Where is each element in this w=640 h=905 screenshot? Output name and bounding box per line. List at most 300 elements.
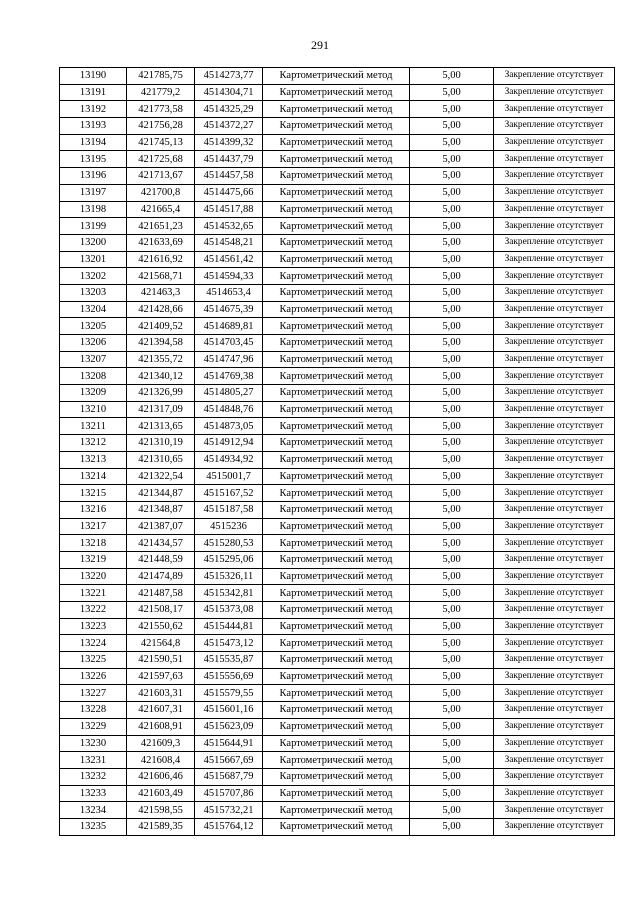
table-body [60, 68, 615, 836]
method-cell: Картометрический метод [263, 518, 410, 535]
table-row [60, 685, 615, 702]
method-cell: Картометрический метод [263, 568, 410, 585]
point-number-cell: 13226 [60, 668, 127, 685]
accuracy-cell: 5,00 [410, 134, 494, 151]
point-number-cell: 13221 [60, 585, 127, 602]
point-number-cell: 13197 [60, 184, 127, 201]
x-coordinate-cell: 421756,28 [127, 118, 195, 135]
y-coordinate-cell: 4515295,06 [195, 551, 263, 568]
accuracy-cell: 5,00 [410, 752, 494, 769]
y-coordinate-cell: 4515280,53 [195, 535, 263, 552]
fixing-description-cell: Закрепление отсутствует [494, 468, 615, 485]
table-row [60, 551, 615, 568]
x-coordinate-cell: 421779,2 [127, 84, 195, 101]
table-row [60, 435, 615, 452]
fixing-description-cell: Закрепление отсутствует [494, 401, 615, 418]
fixing-description-cell: Закрепление отсутствует [494, 84, 615, 101]
accuracy-cell: 5,00 [410, 635, 494, 652]
point-number-cell: 13192 [60, 101, 127, 118]
point-number-cell: 13215 [60, 485, 127, 502]
fixing-description-cell: Закрепление отсутствует [494, 168, 615, 185]
table-row [60, 218, 615, 235]
coordinates-table [59, 67, 615, 836]
point-number-cell: 13201 [60, 251, 127, 268]
accuracy-cell: 5,00 [410, 652, 494, 669]
accuracy-cell: 5,00 [410, 418, 494, 435]
accuracy-cell: 5,00 [410, 568, 494, 585]
point-number-cell: 13216 [60, 501, 127, 518]
y-coordinate-cell: 4514548,21 [195, 234, 263, 251]
x-coordinate-cell: 421394,58 [127, 335, 195, 352]
method-cell: Картометрический метод [263, 685, 410, 702]
point-number-cell: 13191 [60, 84, 127, 101]
y-coordinate-cell: 4514689,81 [195, 318, 263, 335]
table-row [60, 652, 615, 669]
fixing-description-cell: Закрепление отсутствует [494, 68, 615, 85]
x-coordinate-cell: 421434,57 [127, 535, 195, 552]
x-coordinate-cell: 421633,69 [127, 234, 195, 251]
method-cell: Картометрический метод [263, 68, 410, 85]
point-number-cell: 13227 [60, 685, 127, 702]
fixing-description-cell: Закрепление отсутствует [494, 301, 615, 318]
accuracy-cell: 5,00 [410, 168, 494, 185]
x-coordinate-cell: 421603,49 [127, 785, 195, 802]
x-coordinate-cell: 421474,89 [127, 568, 195, 585]
method-cell: Картометрический метод [263, 218, 410, 235]
point-number-cell: 13230 [60, 735, 127, 752]
y-coordinate-cell: 4514517,88 [195, 201, 263, 218]
y-coordinate-cell: 4515764,12 [195, 818, 263, 835]
table-row [60, 151, 615, 168]
table-row [60, 368, 615, 385]
accuracy-cell: 5,00 [410, 351, 494, 368]
fixing-description-cell: Закрепление отсутствует [494, 501, 615, 518]
table-row [60, 385, 615, 402]
accuracy-cell: 5,00 [410, 735, 494, 752]
table-row [60, 118, 615, 135]
method-cell: Картометрический метод [263, 268, 410, 285]
y-coordinate-cell: 4515579,55 [195, 685, 263, 702]
fixing-description-cell: Закрепление отсутствует [494, 184, 615, 201]
point-number-cell: 13193 [60, 118, 127, 135]
method-cell: Картометрический метод [263, 485, 410, 502]
fixing-description-cell: Закрепление отсутствует [494, 568, 615, 585]
y-coordinate-cell: 4515535,87 [195, 652, 263, 669]
fixing-description-cell: Закрепление отсутствует [494, 668, 615, 685]
table-row [60, 268, 615, 285]
point-number-cell: 13202 [60, 268, 127, 285]
fixing-description-cell: Закрепление отсутствует [494, 101, 615, 118]
y-coordinate-cell: 4514475,66 [195, 184, 263, 201]
x-coordinate-cell: 421616,92 [127, 251, 195, 268]
point-number-cell: 13217 [60, 518, 127, 535]
x-coordinate-cell: 421598,55 [127, 802, 195, 819]
method-cell: Картометрический метод [263, 401, 410, 418]
method-cell: Картометрический метод [263, 134, 410, 151]
y-coordinate-cell: 4514653,4 [195, 284, 263, 301]
method-cell: Картометрический метод [263, 802, 410, 819]
method-cell: Картометрический метод [263, 418, 410, 435]
y-coordinate-cell: 4515707,86 [195, 785, 263, 802]
fixing-description-cell: Закрепление отсутствует [494, 752, 615, 769]
table-row [60, 251, 615, 268]
x-coordinate-cell: 421651,23 [127, 218, 195, 235]
y-coordinate-cell: 4515001,7 [195, 468, 263, 485]
point-number-cell: 13209 [60, 385, 127, 402]
table-row [60, 802, 615, 819]
y-coordinate-cell: 4514325,29 [195, 101, 263, 118]
x-coordinate-cell: 421608,4 [127, 752, 195, 769]
x-coordinate-cell: 421487,58 [127, 585, 195, 602]
y-coordinate-cell: 4514934,92 [195, 451, 263, 468]
x-coordinate-cell: 421590,51 [127, 652, 195, 669]
point-number-cell: 13207 [60, 351, 127, 368]
fixing-description-cell: Закрепление отсутствует [494, 685, 615, 702]
accuracy-cell: 5,00 [410, 401, 494, 418]
fixing-description-cell: Закрепление отсутствует [494, 485, 615, 502]
point-number-cell: 13235 [60, 818, 127, 835]
y-coordinate-cell: 4514399,32 [195, 134, 263, 151]
y-coordinate-cell: 4514561,42 [195, 251, 263, 268]
fixing-description-cell: Закрепление отсутствует [494, 251, 615, 268]
method-cell: Картометрический метод [263, 84, 410, 101]
y-coordinate-cell: 4515623,09 [195, 718, 263, 735]
method-cell: Картометрический метод [263, 535, 410, 552]
table-row [60, 418, 615, 435]
table-row [60, 84, 615, 101]
table-row [60, 301, 615, 318]
y-coordinate-cell: 4515167,52 [195, 485, 263, 502]
accuracy-cell: 5,00 [410, 702, 494, 719]
point-number-cell: 13220 [60, 568, 127, 585]
x-coordinate-cell: 421387,07 [127, 518, 195, 535]
table-row [60, 168, 615, 185]
x-coordinate-cell: 421745,13 [127, 134, 195, 151]
method-cell: Картометрический метод [263, 818, 410, 835]
x-coordinate-cell: 421700,8 [127, 184, 195, 201]
accuracy-cell: 5,00 [410, 101, 494, 118]
accuracy-cell: 5,00 [410, 785, 494, 802]
accuracy-cell: 5,00 [410, 435, 494, 452]
y-coordinate-cell: 4515326,11 [195, 568, 263, 585]
accuracy-cell: 5,00 [410, 685, 494, 702]
fixing-description-cell: Закрепление отсутствует [494, 635, 615, 652]
accuracy-cell: 5,00 [410, 768, 494, 785]
x-coordinate-cell: 421609,3 [127, 735, 195, 752]
method-cell: Картометрический метод [263, 101, 410, 118]
point-number-cell: 13190 [60, 68, 127, 85]
point-number-cell: 13203 [60, 284, 127, 301]
y-coordinate-cell: 4514769,38 [195, 368, 263, 385]
accuracy-cell: 5,00 [410, 318, 494, 335]
table-row [60, 735, 615, 752]
point-number-cell: 13205 [60, 318, 127, 335]
table-row [60, 401, 615, 418]
fixing-description-cell: Закрепление отсутствует [494, 118, 615, 135]
y-coordinate-cell: 4515342,81 [195, 585, 263, 602]
x-coordinate-cell: 421428,66 [127, 301, 195, 318]
method-cell: Картометрический метод [263, 301, 410, 318]
accuracy-cell: 5,00 [410, 234, 494, 251]
table-row [60, 635, 615, 652]
method-cell: Картометрический метод [263, 618, 410, 635]
page-number: 291 [311, 38, 329, 52]
fixing-description-cell: Закрепление отсутствует [494, 435, 615, 452]
accuracy-cell: 5,00 [410, 385, 494, 402]
x-coordinate-cell: 421508,17 [127, 602, 195, 619]
accuracy-cell: 5,00 [410, 301, 494, 318]
y-coordinate-cell: 4515373,08 [195, 602, 263, 619]
accuracy-cell: 5,00 [410, 68, 494, 85]
accuracy-cell: 5,00 [410, 718, 494, 735]
method-cell: Картометрический метод [263, 118, 410, 135]
y-coordinate-cell: 4515473,12 [195, 635, 263, 652]
table-row [60, 768, 615, 785]
fixing-description-cell: Закрепление отсутствует [494, 702, 615, 719]
y-coordinate-cell: 4514457,58 [195, 168, 263, 185]
method-cell: Картометрический метод [263, 718, 410, 735]
y-coordinate-cell: 4515601,16 [195, 702, 263, 719]
accuracy-cell: 5,00 [410, 668, 494, 685]
fixing-description-cell: Закрепление отсутствует [494, 351, 615, 368]
y-coordinate-cell: 4514532,65 [195, 218, 263, 235]
x-coordinate-cell: 421603,31 [127, 685, 195, 702]
fixing-description-cell: Закрепление отсутствует [494, 318, 615, 335]
x-coordinate-cell: 421550,62 [127, 618, 195, 635]
accuracy-cell: 5,00 [410, 551, 494, 568]
method-cell: Картометрический метод [263, 652, 410, 669]
point-number-cell: 13208 [60, 368, 127, 385]
table-row [60, 785, 615, 802]
table-row [60, 618, 615, 635]
x-coordinate-cell: 421322,54 [127, 468, 195, 485]
fixing-description-cell: Закрепление отсутствует [494, 735, 615, 752]
method-cell: Картометрический метод [263, 151, 410, 168]
point-number-cell: 13194 [60, 134, 127, 151]
method-cell: Картометрический метод [263, 385, 410, 402]
point-number-cell: 13214 [60, 468, 127, 485]
accuracy-cell: 5,00 [410, 368, 494, 385]
x-coordinate-cell: 421568,71 [127, 268, 195, 285]
x-coordinate-cell: 421713,67 [127, 168, 195, 185]
table-row [60, 101, 615, 118]
accuracy-cell: 5,00 [410, 618, 494, 635]
point-number-cell: 13210 [60, 401, 127, 418]
method-cell: Картометрический метод [263, 435, 410, 452]
method-cell: Картометрический метод [263, 335, 410, 352]
fixing-description-cell: Закрепление отсутствует [494, 718, 615, 735]
y-coordinate-cell: 4514747,96 [195, 351, 263, 368]
method-cell: Картометрический метод [263, 501, 410, 518]
table-row [60, 234, 615, 251]
fixing-description-cell: Закрепление отсутствует [494, 802, 615, 819]
x-coordinate-cell: 421355,72 [127, 351, 195, 368]
y-coordinate-cell: 4514594,33 [195, 268, 263, 285]
point-number-cell: 13225 [60, 652, 127, 669]
method-cell: Картометрический метод [263, 184, 410, 201]
accuracy-cell: 5,00 [410, 184, 494, 201]
method-cell: Картометрический метод [263, 351, 410, 368]
accuracy-cell: 5,00 [410, 501, 494, 518]
method-cell: Картометрический метод [263, 368, 410, 385]
point-number-cell: 13231 [60, 752, 127, 769]
point-number-cell: 13229 [60, 718, 127, 735]
fixing-description-cell: Закрепление отсутствует [494, 535, 615, 552]
y-coordinate-cell: 4515444,81 [195, 618, 263, 635]
accuracy-cell: 5,00 [410, 535, 494, 552]
method-cell: Картометрический метод [263, 201, 410, 218]
x-coordinate-cell: 421313,65 [127, 418, 195, 435]
method-cell: Картометрический метод [263, 785, 410, 802]
fixing-description-cell: Закрепление отсутствует [494, 585, 615, 602]
y-coordinate-cell: 4514372,27 [195, 118, 263, 135]
method-cell: Картометрический метод [263, 168, 410, 185]
point-number-cell: 13219 [60, 551, 127, 568]
method-cell: Картометрический метод [263, 668, 410, 685]
accuracy-cell: 5,00 [410, 468, 494, 485]
method-cell: Картометрический метод [263, 284, 410, 301]
point-number-cell: 13223 [60, 618, 127, 635]
point-number-cell: 13200 [60, 234, 127, 251]
table-row [60, 351, 615, 368]
fixing-description-cell: Закрепление отсутствует [494, 652, 615, 669]
x-coordinate-cell: 421310,65 [127, 451, 195, 468]
fixing-description-cell: Закрепление отсутствует [494, 768, 615, 785]
y-coordinate-cell: 4514304,71 [195, 84, 263, 101]
x-coordinate-cell: 421589,35 [127, 818, 195, 835]
fixing-description-cell: Закрепление отсутствует [494, 451, 615, 468]
point-number-cell: 13204 [60, 301, 127, 318]
table-row [60, 201, 615, 218]
point-number-cell: 13212 [60, 435, 127, 452]
x-coordinate-cell: 421317,09 [127, 401, 195, 418]
fixing-description-cell: Закрепление отсутствует [494, 201, 615, 218]
x-coordinate-cell: 421785,75 [127, 68, 195, 85]
table-row [60, 284, 615, 301]
accuracy-cell: 5,00 [410, 201, 494, 218]
table-row [60, 818, 615, 835]
fixing-description-cell: Закрепление отсутствует [494, 618, 615, 635]
table-row [60, 702, 615, 719]
x-coordinate-cell: 421326,99 [127, 385, 195, 402]
table-row [60, 68, 615, 85]
x-coordinate-cell: 421348,87 [127, 501, 195, 518]
point-number-cell: 13228 [60, 702, 127, 719]
fixing-description-cell: Закрепление отсутствует [494, 602, 615, 619]
x-coordinate-cell: 421448,59 [127, 551, 195, 568]
table-row [60, 585, 615, 602]
fixing-description-cell: Закрепление отсутствует [494, 284, 615, 301]
method-cell: Картометрический метод [263, 752, 410, 769]
method-cell: Картометрический метод [263, 735, 410, 752]
fixing-description-cell: Закрепление отсутствует [494, 818, 615, 835]
y-coordinate-cell: 4515644,91 [195, 735, 263, 752]
accuracy-cell: 5,00 [410, 268, 494, 285]
point-number-cell: 13224 [60, 635, 127, 652]
method-cell: Картометрический метод [263, 318, 410, 335]
x-coordinate-cell: 421607,31 [127, 702, 195, 719]
x-coordinate-cell: 421409,52 [127, 318, 195, 335]
point-number-cell: 13195 [60, 151, 127, 168]
table-row [60, 602, 615, 619]
table-row [60, 335, 615, 352]
y-coordinate-cell: 4514912,94 [195, 435, 263, 452]
y-coordinate-cell: 4514437,79 [195, 151, 263, 168]
method-cell: Картометрический метод [263, 234, 410, 251]
accuracy-cell: 5,00 [410, 84, 494, 101]
accuracy-cell: 5,00 [410, 251, 494, 268]
table-row [60, 518, 615, 535]
y-coordinate-cell: 4515667,69 [195, 752, 263, 769]
point-number-cell: 13198 [60, 201, 127, 218]
fixing-description-cell: Закрепление отсутствует [494, 518, 615, 535]
accuracy-cell: 5,00 [410, 218, 494, 235]
method-cell: Картометрический метод [263, 468, 410, 485]
x-coordinate-cell: 421606,46 [127, 768, 195, 785]
fixing-description-cell: Закрепление отсутствует [494, 218, 615, 235]
point-number-cell: 13233 [60, 785, 127, 802]
method-cell: Картометрический метод [263, 602, 410, 619]
point-number-cell: 13211 [60, 418, 127, 435]
fixing-description-cell: Закрепление отсутствует [494, 385, 615, 402]
method-cell: Картометрический метод [263, 551, 410, 568]
x-coordinate-cell: 421340,12 [127, 368, 195, 385]
fixing-description-cell: Закрепление отсутствует [494, 418, 615, 435]
point-number-cell: 13199 [60, 218, 127, 235]
point-number-cell: 13222 [60, 602, 127, 619]
method-cell: Картометрический метод [263, 702, 410, 719]
x-coordinate-cell: 421310,19 [127, 435, 195, 452]
table-row [60, 468, 615, 485]
table-row [60, 485, 615, 502]
fixing-description-cell: Закрепление отсутствует [494, 134, 615, 151]
accuracy-cell: 5,00 [410, 818, 494, 835]
y-coordinate-cell: 4514873,05 [195, 418, 263, 435]
x-coordinate-cell: 421344,87 [127, 485, 195, 502]
table-row [60, 718, 615, 735]
fixing-description-cell: Закрепление отсутствует [494, 335, 615, 352]
y-coordinate-cell: 4514805,27 [195, 385, 263, 402]
y-coordinate-cell: 4515236 [195, 518, 263, 535]
x-coordinate-cell: 421725,68 [127, 151, 195, 168]
method-cell: Картометрический метод [263, 251, 410, 268]
x-coordinate-cell: 421773,58 [127, 101, 195, 118]
fixing-description-cell: Закрепление отсутствует [494, 151, 615, 168]
method-cell: Картометрический метод [263, 768, 410, 785]
accuracy-cell: 5,00 [410, 118, 494, 135]
fixing-description-cell: Закрепление отсутствует [494, 234, 615, 251]
method-cell: Картометрический метод [263, 451, 410, 468]
fixing-description-cell: Закрепление отсутствует [494, 368, 615, 385]
method-cell: Картометрический метод [263, 635, 410, 652]
point-number-cell: 13206 [60, 335, 127, 352]
point-number-cell: 13234 [60, 802, 127, 819]
accuracy-cell: 5,00 [410, 284, 494, 301]
point-number-cell: 13218 [60, 535, 127, 552]
table-row [60, 535, 615, 552]
fixing-description-cell: Закрепление отсутствует [494, 551, 615, 568]
accuracy-cell: 5,00 [410, 602, 494, 619]
accuracy-cell: 5,00 [410, 802, 494, 819]
table-row [60, 451, 615, 468]
accuracy-cell: 5,00 [410, 518, 494, 535]
table-row [60, 752, 615, 769]
point-number-cell: 13213 [60, 451, 127, 468]
accuracy-cell: 5,00 [410, 451, 494, 468]
fixing-description-cell: Закрепление отсутствует [494, 785, 615, 802]
table-row [60, 184, 615, 201]
x-coordinate-cell: 421564,8 [127, 635, 195, 652]
